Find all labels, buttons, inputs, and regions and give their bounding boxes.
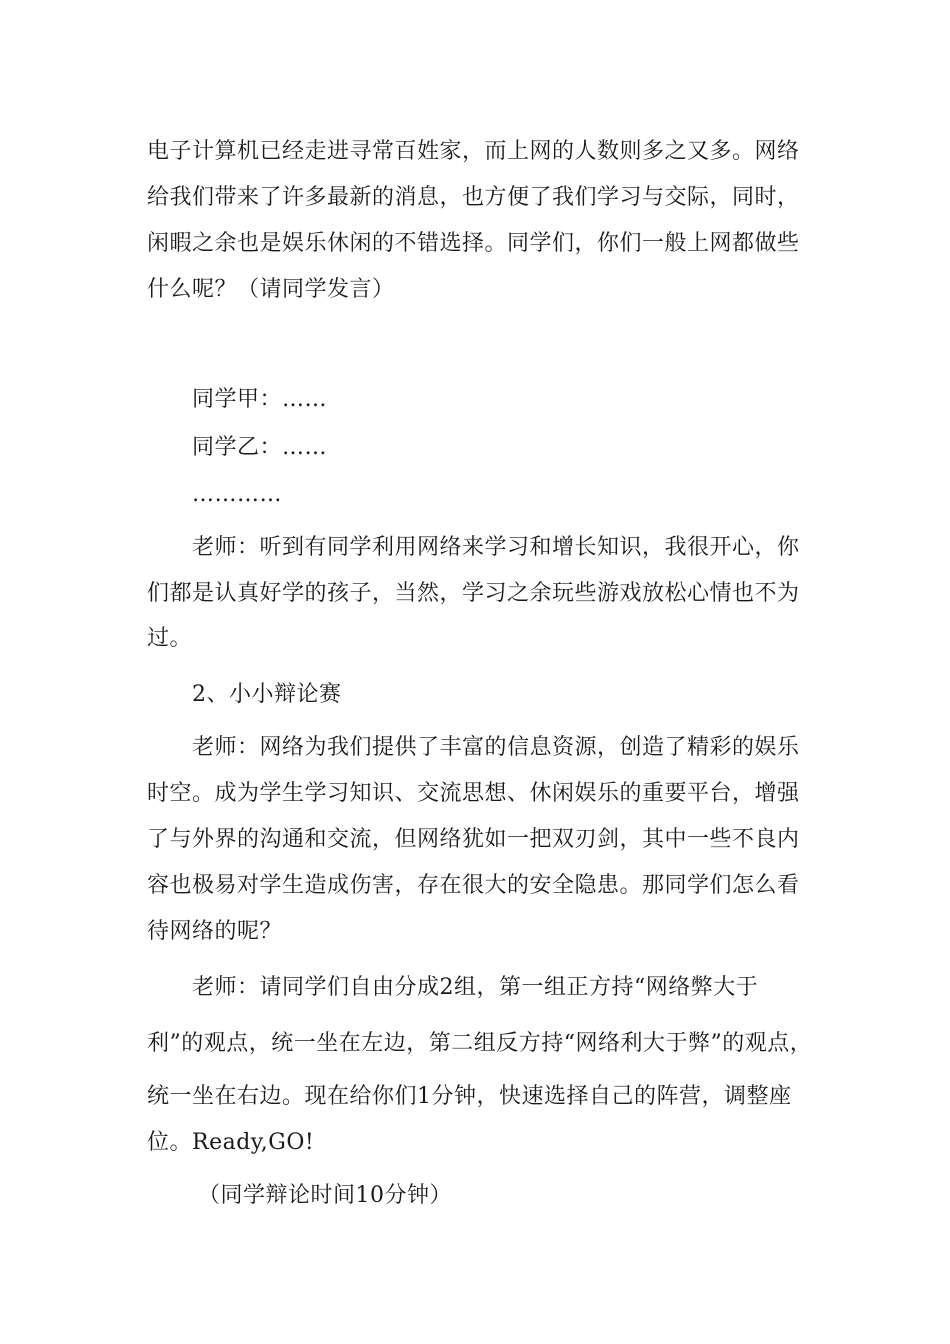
- paragraph-line: 们都是认真好学的孩子，当然，学习之余玩些游戏放松心情也不为: [147, 581, 800, 606]
- paragraph-line: 位。Ready,GO!: [147, 1130, 315, 1155]
- teacher-line: 老师：听到有同学利用网络来学习和增长知识，我很开心，你: [192, 535, 800, 560]
- teacher-line: 老师：网络为我们提供了丰富的信息资源，创造了精彩的娱乐: [192, 735, 800, 760]
- student-b-line: 同学乙：……: [192, 435, 328, 460]
- ellipsis-line: …………: [192, 482, 282, 507]
- paragraph-line: 了与外界的沟通和交流，但网络犹如一把双刃剑，其中一些不良内: [147, 827, 800, 852]
- paragraph-line: 容也极易对学生造成伤害，存在很大的安全隐患。那同学们怎么看: [147, 873, 800, 898]
- teacher-line: 老师：请同学们自由分成2组，第一组正方持“网络弊大于: [192, 975, 759, 1000]
- paragraph-line: 时空。成为学生学习知识、交流思想、休闲娱乐的重要平台，增强: [147, 781, 800, 806]
- paragraph-line: 什么呢？（请同学发言）: [147, 277, 395, 302]
- student-a-line: 同学甲：……: [192, 387, 328, 412]
- paragraph-line: 给我们带来了许多最新的消息，也方便了我们学习与交际，同时，: [147, 185, 800, 210]
- paragraph-line: 闲暇之余也是娱乐休闲的不错选择。同学们，你们一般上网都做些: [147, 231, 800, 256]
- paragraph-line: 电子计算机已经走进寻常百姓家，而上网的人数则多之又多。网络: [147, 139, 800, 164]
- section-heading: 2、小小辩论赛: [192, 682, 342, 707]
- paragraph-line: 待网络的呢？: [147, 919, 283, 944]
- paragraph-line: 利”的观点，统一坐在左边，第二组反方持“网络利大于弊”的观点，: [147, 1031, 813, 1056]
- paragraph-line: 过。: [147, 626, 193, 651]
- debate-time-note: （同学辩论时间10分钟）: [198, 1183, 452, 1208]
- paragraph-line: 统一坐在右边。现在给你们1分钟，快速选择自己的阵营，调整座: [147, 1084, 792, 1109]
